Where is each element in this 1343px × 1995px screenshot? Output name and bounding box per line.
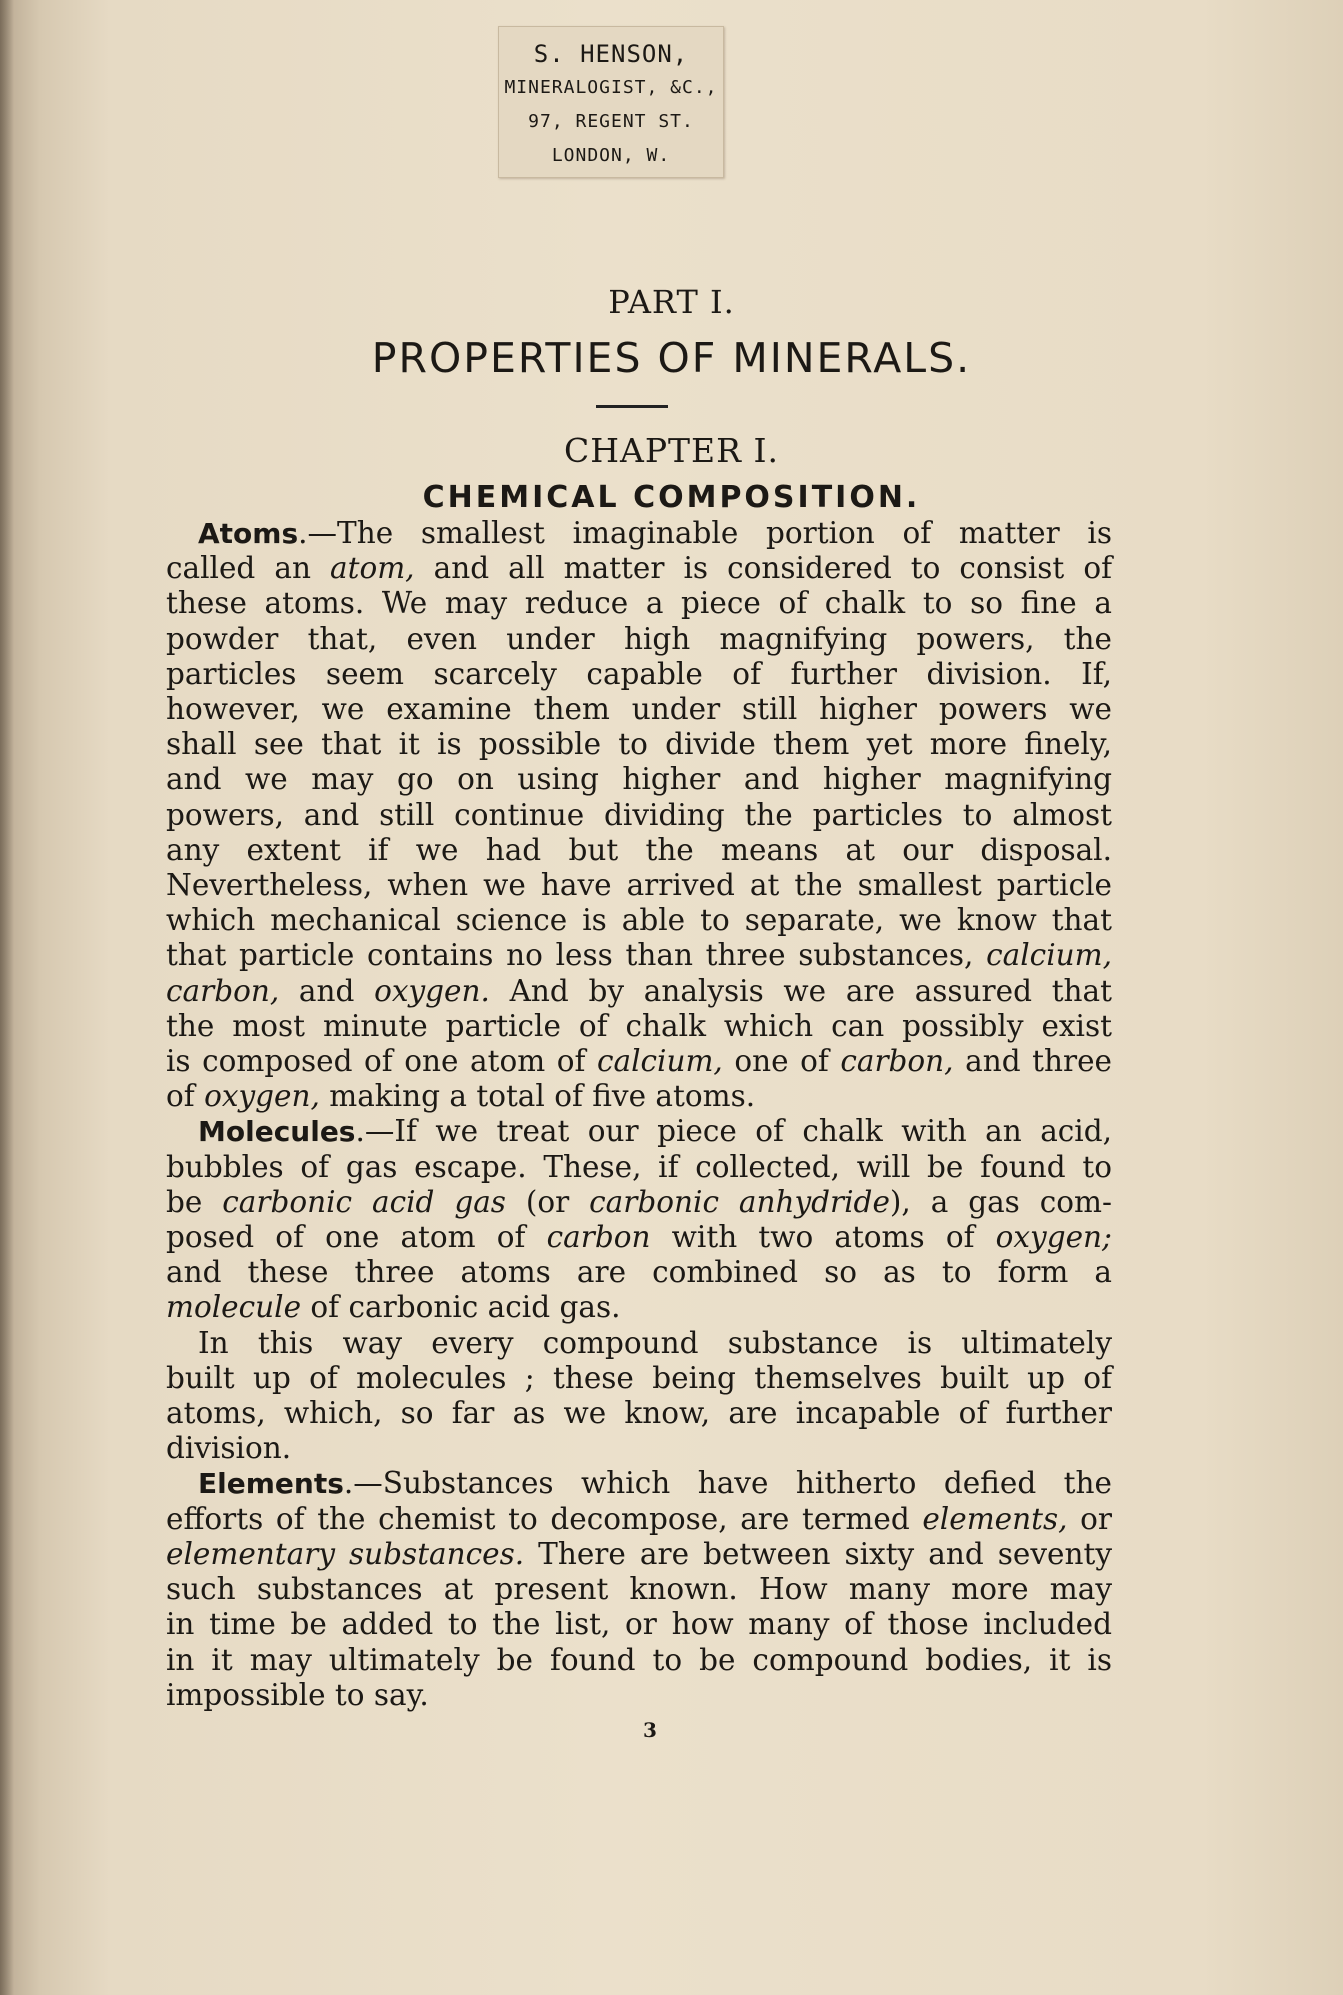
- section-heading: Molecules: [198, 1115, 356, 1149]
- text-line: [166, 1009, 1112, 1044]
- paragraph-elements: [166, 1466, 1112, 1712]
- divider-rule: [596, 405, 668, 408]
- text-run: atoms, which, so far as we know, are incapable of further: [166, 1396, 1112, 1431]
- text-run: the most minute particle of chalk which can possibly exist: [166, 1008, 1112, 1043]
- italic-term: oxygen.: [374, 973, 490, 1008]
- text-line: [166, 1466, 1112, 1501]
- text-line: [166, 833, 1112, 868]
- bookseller-label: [498, 26, 724, 178]
- text-run: powder that, even under high magnifying powers, the: [166, 621, 1112, 656]
- text-line: [166, 1326, 1112, 1361]
- text-run: in time be added to the list, or how many of those included: [166, 1607, 1112, 1642]
- text-run: particles seem scarcely capable of further division. If,: [166, 656, 1112, 691]
- text-line: [166, 1255, 1112, 1290]
- text-run: There are between sixty and seventy: [524, 1536, 1113, 1571]
- text-run: posed of one atom of: [166, 1220, 547, 1255]
- text-run: and three: [953, 1044, 1112, 1079]
- text-run: and these three atoms are combined so as to form a: [166, 1255, 1112, 1290]
- section-heading: Atoms: [198, 517, 299, 550]
- italic-term: elementary substances.: [166, 1536, 525, 1571]
- text-line: [166, 762, 1112, 797]
- text-run: bubbles of gas escape. These, if collected, will be found to: [166, 1149, 1112, 1184]
- text-line: [166, 798, 1112, 833]
- italic-term: molecule: [166, 1290, 302, 1325]
- label-street: 97, REGENT ST.: [528, 111, 694, 132]
- chapter-heading: CHAPTER I.: [563, 431, 780, 470]
- italic-term: calcium,: [596, 1044, 723, 1079]
- text-line: [166, 551, 1112, 586]
- label-city: LONDON, W.: [551, 145, 671, 166]
- italic-term: atom,: [330, 551, 415, 586]
- text-line: [166, 1290, 1112, 1325]
- part-title: PROPERTIES OF MINERALS.: [371, 334, 972, 382]
- text-line: [166, 1678, 1112, 1713]
- text-line: [166, 1044, 1112, 1079]
- text-run: .—Substances which have hitherto defied the: [343, 1466, 1112, 1501]
- text-run: these atoms. We may reduce a piece of chalk to so fine a: [166, 586, 1112, 621]
- label-profession: MINERALOGIST, &C.,: [504, 77, 718, 98]
- paragraph-compound: [166, 1326, 1112, 1467]
- text-line: [166, 1220, 1112, 1255]
- text-line: [166, 727, 1112, 762]
- text-run: Nevertheless, when we have arrived at the smallest particle: [166, 868, 1112, 903]
- text-line: [166, 1643, 1112, 1678]
- text-run: which mechanical science is able to separate, we know that: [166, 903, 1112, 938]
- chapter-title: CHEMICAL COMPOSITION.: [422, 480, 921, 515]
- text-run: such substances at present known. How many more may: [166, 1572, 1112, 1607]
- text-run: .—If we treat our piece of chalk with an acid,: [355, 1114, 1112, 1149]
- text-line: [166, 1572, 1112, 1607]
- text-run: or: [1067, 1501, 1112, 1536]
- text-run: in it may ultimately be found to be compound bodies, it is: [166, 1642, 1112, 1677]
- text-run: and we may go on using higher and higher magnifying: [166, 762, 1112, 797]
- text-run: shall see that it is possible to divide them yet more finely,: [166, 727, 1112, 762]
- text-run: is composed of one atom of: [166, 1044, 597, 1079]
- text-run: any extent if we had but the means at our disposal.: [166, 832, 1112, 867]
- text-line: [166, 657, 1112, 692]
- text-line: [166, 622, 1112, 657]
- text-line: [166, 1114, 1112, 1149]
- text-run: that particle contains no less than three substances,: [166, 938, 987, 973]
- text-line: [166, 868, 1112, 903]
- italic-term: carbon,: [840, 1044, 954, 1079]
- text-run: (or: [505, 1184, 590, 1219]
- italic-term: oxygen,: [204, 1079, 320, 1114]
- italic-term: carbonic anhydride: [589, 1184, 890, 1219]
- text-line: [166, 516, 1112, 551]
- text-line: [166, 586, 1112, 621]
- text-run: with two atoms of: [650, 1220, 996, 1255]
- text-line: [166, 903, 1112, 938]
- text-run: .—The smallest imaginable portion of matter is: [298, 516, 1112, 550]
- text-line: [166, 1079, 1112, 1114]
- part-heading: PART I.: [608, 283, 735, 321]
- body-text: [166, 516, 1112, 1713]
- italic-term: calcium,: [986, 938, 1112, 973]
- text-line: [166, 1361, 1112, 1396]
- text-run: however, we examine them under still higher powers we: [166, 692, 1112, 727]
- text-run: And by analysis we are assured that: [489, 973, 1112, 1008]
- text-run: be: [166, 1184, 223, 1219]
- text-run: built up of molecules ; these being themselves built up of: [166, 1360, 1112, 1395]
- text-run: In this way every compound substance is ultimately: [198, 1325, 1112, 1360]
- label-name: S. HENSON,: [533, 40, 689, 68]
- paragraph-molecules: [166, 1114, 1112, 1325]
- page-number: 3: [643, 1718, 657, 1742]
- text-run: of carbonic acid gas.: [301, 1290, 621, 1325]
- text-run: powers, and still continue dividing the particles to almost: [166, 797, 1112, 832]
- text-line: [166, 1607, 1112, 1642]
- text-run: making a total of five atoms.: [319, 1079, 756, 1114]
- paragraph-atoms: [166, 516, 1112, 1114]
- text-line: [166, 1185, 1112, 1220]
- text-line: [166, 938, 1112, 973]
- text-run: efforts of the chemist to decompose, are termed: [166, 1501, 923, 1536]
- text-run: of: [166, 1079, 205, 1114]
- text-run: and: [279, 973, 375, 1008]
- text-line: [166, 1431, 1112, 1466]
- text-line: [166, 1396, 1112, 1431]
- text-line: [166, 974, 1112, 1009]
- text-run: division.: [166, 1431, 292, 1466]
- text-line: [166, 1537, 1112, 1572]
- text-line: [166, 1502, 1112, 1537]
- italic-term: carbonic acid gas: [222, 1184, 506, 1219]
- text-run: and all matter is considered to consist of: [414, 551, 1112, 586]
- text-run: ), a gas com-: [889, 1184, 1112, 1219]
- text-run: one of: [722, 1044, 841, 1079]
- italic-term: elements,: [922, 1501, 1068, 1536]
- italic-term: carbon: [546, 1220, 651, 1255]
- text-run: called an: [166, 551, 330, 586]
- text-run: impossible to say.: [166, 1677, 429, 1712]
- text-line: [166, 692, 1112, 727]
- text-line: [166, 1150, 1112, 1185]
- italic-term: oxygen;: [995, 1220, 1112, 1255]
- italic-term: carbon,: [166, 973, 280, 1008]
- section-heading: Elements: [198, 1467, 344, 1501]
